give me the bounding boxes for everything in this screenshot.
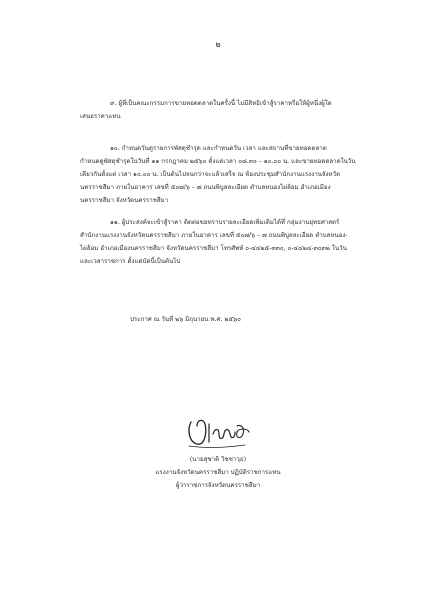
- paragraph-9: [80, 97, 380, 123]
- page-number: ๒: [215, 40, 221, 49]
- signer-title: ผู้ว่าราชการจังหวัดนครราชสีมา: [175, 482, 261, 489]
- text-line: และเวลาราชการ ตั้งแต่บัดนี้เป็นต้นไป: [80, 258, 181, 265]
- text-line: ๑๐. กำหนดวันดูรายการพัสดุชำรุด และกำหนดวัน เวลา และสถานที่ขายทอดตลาด: [110, 145, 327, 152]
- handwritten-signature: [183, 412, 253, 452]
- signer-title: แรงงานจังหวัดนครราชสีมา ปฏิบัติราชการแทน: [155, 469, 281, 476]
- text-line: นครราชสีมา ภายในอาคาร เลขที่ ๕๐๗/๖ – ๗ ถนนพิบูลละเอียด ตำบลหนองไผ่ล้อม อำเภอเมือง: [80, 184, 331, 191]
- signer-name: (นายสุชาติ วิชชาวุธ): [189, 456, 247, 463]
- announce-date: ประกาศ ณ วันที่ ๒๖ มิถุนายน พ.ศ. ๒๕๖๐: [130, 316, 241, 323]
- text-line: นครราชสีมา จังหวัดนครราชสีมา: [80, 197, 169, 204]
- text-line: ๙. ผู้ที่เป็นคณะกรรมการขายทอดตลาดในครั้งนี้ ไม่มีสิทธิเข้าสู้ราคาหรือให้ผู้หนึ่งผู้ใด: [110, 100, 332, 107]
- text-line: กำหนดดูพัสดุชำรุดในวันที่ ๑๑ กรกฎาคม ๒๕๖๐ ตั้งแต่เวลา ๐๘.๓๐ – ๑๐.๐๐ น. และขายทอดตลาดในวัน: [80, 158, 356, 165]
- text-line: เดียวกันตั้งแต่ เวลา ๑๐.๐๐ น. เป็นต้นไปจนกว่าจะแล้วเสร็จ ณ ห้องประชุมสำนักงานแรงงานจังหวัด: [80, 171, 341, 178]
- text-line: เสนอราคาแทน: [80, 113, 121, 120]
- paragraph-11: [80, 216, 380, 268]
- text-line: ๑๑. ผู้ประสงค์จะเข้าสู้ราคา ติดต่อขอทราบรายละเอียดเพิ่มเติมได้ที่ กลุ่มงานยุทธศาสตร์: [110, 219, 340, 226]
- text-line: สำนักงานแรงงานจังหวัดนครราชสีมา ภายในอาคาร เลขที่ ๕๐๗/๖ – ๗ ถนนพิบูลละเอียด ตำบลหนอง-: [80, 232, 348, 239]
- signature-block: [0, 453, 436, 492]
- paragraph-10: [80, 142, 380, 207]
- text-line: ไผ่ล้อม อำเภอเมืองนครราชสีมา จังหวัดนครราชสีมา โทรศัพท์ ๐-๔๔๒๕-๓๓๐, ๐-๔๔๒๔-๓๐๓๒ ในวัน: [80, 245, 347, 252]
